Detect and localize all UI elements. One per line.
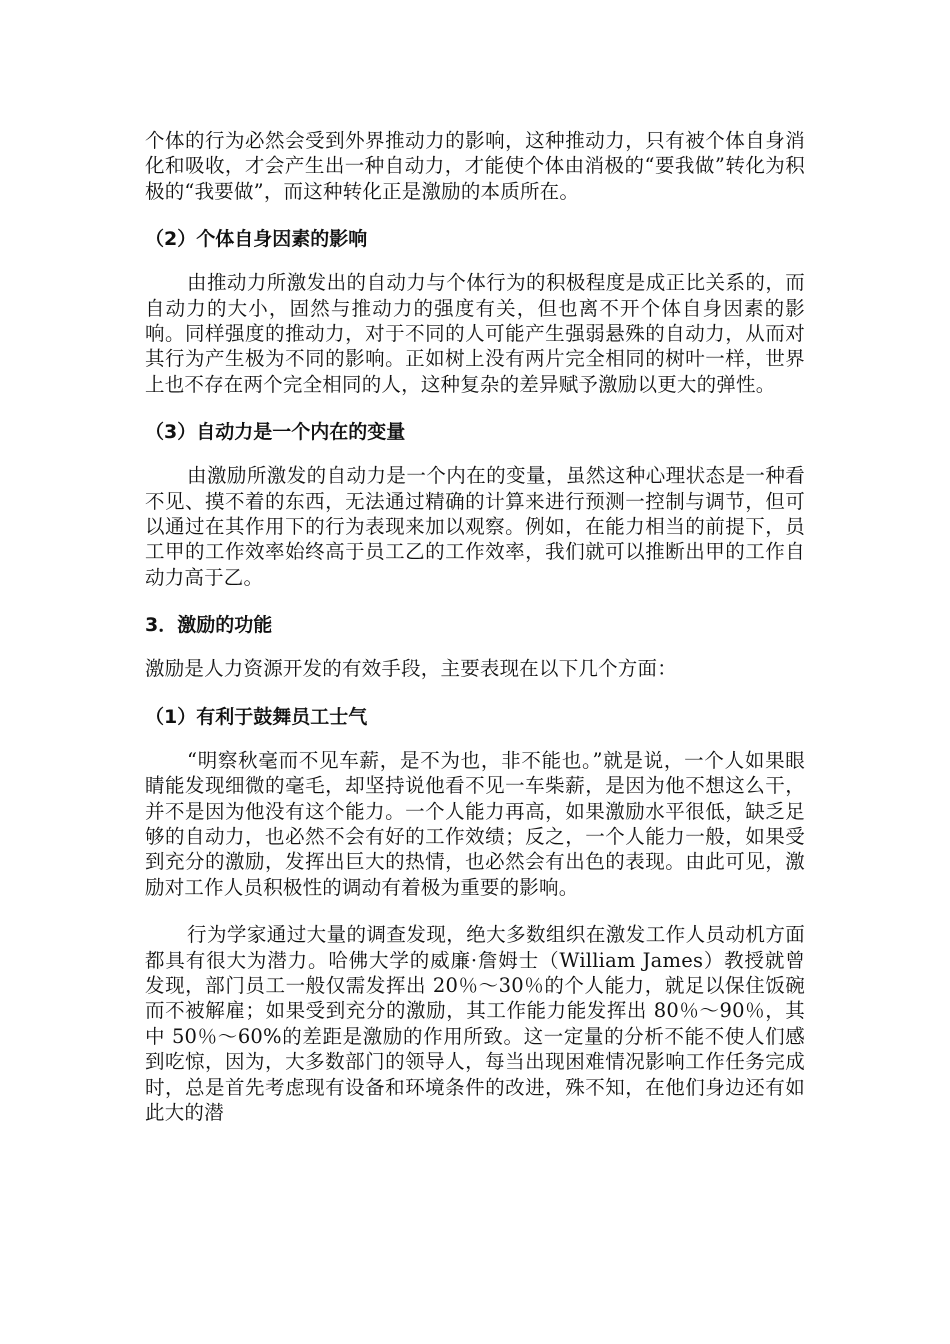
paragraph-incentive-functions: 激励是人力资源开发的有效手段，主要表现在以下几个方面： [145, 657, 677, 681]
paragraph-morale: “明察秋毫而不见车薪，是不为也，非不能也。”就是说，一个人如果眼睛能发现细微的毫毛，却坚持说他看不见一车柴薪，是因为他不想这么干，并不是因为他没有这个能力。一个人能力再高，如果激励水平很低，缺乏足够的自动力，也必然不会有好的工作效绩；反之，一个人能力一般，如果受到充分的激励，发挥出巨大的热情，也必然会有出色的表现。由此可见，激励对工作人员积极性的调动有着极为重要的影响。 [145, 748, 805, 899]
paragraph-intro: 个体的行为必然会受到外界推动力的影响，这种推动力，只有被个体自身消化和吸收，才会产生出一种自动力，才能使个体由消极的“要我做”转化为积极的“我要做”，而这种转化正是激励的本质所在。 [145, 129, 805, 203]
paragraph-internal-variable: 由激励所激发的自动力是一个内在的变量，虽然这种心理状态是一种看不见、摸不着的东西，无法通过精确的计算来进行预测一控制与调节，但可以通过在其作用下的行为表现来加以观察。例如，在能力相当的前提下，员工甲的工作效率始终高于员工乙的工作效率，我们就可以推断出甲的工作自动力高于乙。 [145, 464, 805, 589]
document-page [145, 128, 805, 1125]
paragraph-behavioral-research: 行为学家通过大量的调查发现，绝大多数组织在激发工作人员动机方面都具有很大为潜力。哈佛大学的威廉·詹姆士（William James）教授就曾发现，部门员工一般仅需发挥出 20％～30％的个人能力，就足以保住饭碗而不被解雇；如果受到充分的激励，其工作能力能发挥出 80％～90％，其中 50％～60%的差距是激励的作用所致。这一定量的分析不能不使人们感到吃惊，因为，大多数部门的领导人，每当出现困难情况影响工作任务完成时，总是首先考虑现有设备和环境条件的改进，殊不知，在他们身边还有如此大的潜 [145, 923, 805, 1124]
heading-internal-variable: （3）自动力是一个内在的变量 [145, 421, 406, 444]
heading-incentive-functions: 3．激励的功能 [145, 614, 273, 637]
heading-self-factors: （2）个体自身因素的影响 [145, 228, 368, 251]
paragraph-self-factors: 由推动力所激发出的自动力与个体行为的积极程度是成正比关系的，而自动力的大小，固然与推动力的强度有关，但也离不开个体自身因素的影响。同样强度的推动力，对于不同的人可能产生强弱悬殊的自动力，从而对其行为产生极为不同的影响。正如树上没有两片完全相同的树叶一样，世界上也不存在两个完全相同的人，这种复杂的差异赋予激励以更大的弹性。 [145, 271, 805, 396]
heading-morale: （1）有利于鼓舞员工士气 [145, 705, 368, 728]
